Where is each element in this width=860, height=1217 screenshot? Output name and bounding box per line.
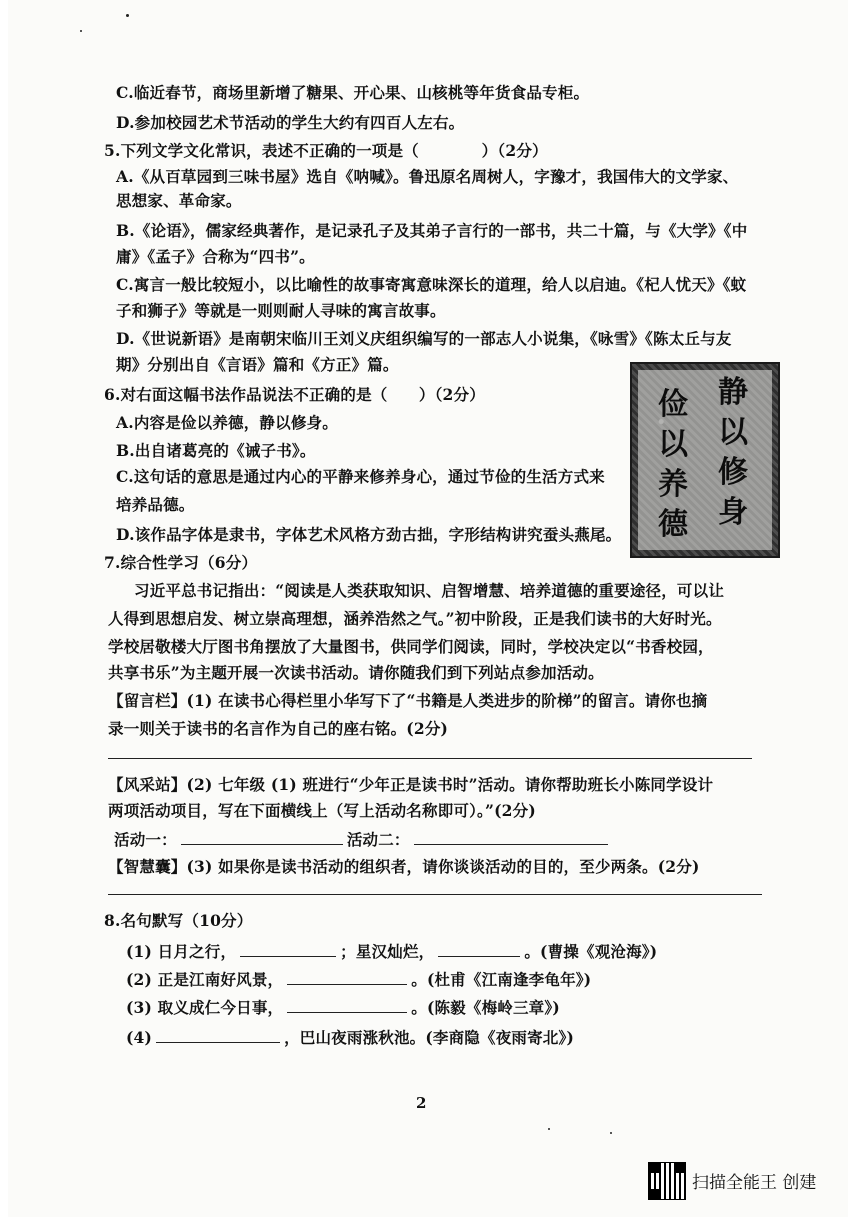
question-6-title: 6.对右面这幅书法作品说法不正确的是（ ）（2分）: [104, 385, 485, 404]
activity-1-blank[interactable]: [181, 828, 343, 845]
recitation-blank[interactable]: [287, 996, 407, 1013]
activity-1-label: 活动一：: [114, 830, 177, 849]
calligraphy-char: 以: [658, 427, 688, 462]
activity-2-label: 活动二：: [346, 830, 410, 849]
recitation-source: ，巴山夜雨涨秋池。(李商隐《夜雨寄北》): [284, 1028, 574, 1047]
option-text: 思想家、革命家。: [116, 191, 242, 210]
scan-speck: [610, 1132, 612, 1134]
calligraphy-char: 养: [658, 467, 688, 502]
option-text: D.参加校园艺术节活动的学生大约有四百人左右。: [116, 113, 465, 132]
activity-2-blank[interactable]: [414, 828, 608, 845]
activity-row: [114, 828, 612, 851]
recitation-text: ；星汉灿烂，: [340, 942, 435, 961]
recitation-text: (2) 正是江南好风景，: [126, 970, 284, 989]
recitation-text: (3) 取义成仁今日事，: [126, 998, 284, 1017]
calligraphy-char: 身: [718, 495, 748, 530]
question-8-title: 8.名句默写（10分）: [104, 911, 253, 930]
recitation-blank[interactable]: [240, 940, 336, 957]
recitation-text: (1) 日月之行，: [126, 942, 237, 961]
scanner-watermark: 扫描全能王 创建: [692, 1173, 817, 1193]
answer-line-3[interactable]: [108, 894, 762, 895]
paragraph-line: 学校居敬楼大厅图书角摆放了大量图书，供同学们阅读，同时，学校决定以“书香校园，: [108, 637, 714, 656]
option-text: 期》分别出自《言语》篇和《方正》篇。: [116, 355, 399, 374]
subquestion-2-cont: 两项活动项目，写在下面横线上（写上活动名称即可）。”(2分): [108, 801, 536, 820]
recitation-3: [126, 996, 560, 1019]
calligraphy-char: 静: [718, 375, 748, 410]
option-text: 培养品德。: [116, 495, 195, 514]
subquestion-1-cont: 录一则关于读书的名言作为自己的座右铭。(2分): [108, 719, 449, 738]
option-text: D.该作品字体是隶书，字体艺术风格方劲古拙，字形结构讲究蚕头燕尾。: [116, 525, 622, 544]
subquestion-2: 【风采站】(2) 七年级 (1) 班进行“少年正是读书时”活动。请你帮助班长小陈同学设计: [108, 775, 714, 794]
calligraphy-char: 俭: [658, 387, 688, 422]
calligraphy-image: [630, 362, 780, 558]
calligraphy-char: 德: [658, 507, 688, 542]
option-text: C.寓言一般比较短小，以比喻性的故事寄寓意味深长的道理，给人以启迪。《杞人忧天》《蚊: [116, 275, 747, 294]
option-text: 庸》《孟子》合称为“四书”。: [116, 247, 315, 266]
scan-speck: [548, 1128, 550, 1130]
recitation-text: (4): [126, 1028, 153, 1047]
recitation-blank[interactable]: [156, 1026, 280, 1043]
option-text: B.出自诸葛亮的《诫子书》。: [116, 441, 316, 460]
question-5-title: 5.下列文学文化常识，表述不正确的一项是（ ）（2分）: [104, 141, 548, 160]
option-text: A.《从百草园到三味书屋》选自《呐喊》。鲁迅原名周树人，字豫才，我国伟大的文学家、: [116, 167, 739, 186]
page-number: 2: [416, 1094, 427, 1112]
option-text: C.这句话的意思是通过内心的平静来修养身心，通过节俭的生活方式来: [116, 467, 605, 486]
recitation-2: [126, 968, 591, 991]
option-text: 子和狮子》等就是一则则耐人寻味的寓言故事。: [116, 301, 446, 320]
recitation-source: 。(陈毅《梅岭三章》): [411, 998, 560, 1017]
recitation-1: [126, 940, 657, 963]
option-text: D.《世说新语》是南朝宋临川王刘义庆组织编写的一部志人小说集，《咏雪》《陈太丘与友: [116, 329, 732, 348]
scan-speck: [80, 30, 82, 32]
scan-speck: [126, 14, 129, 17]
subquestion-1: 【留言栏】(1) 在读书心得栏里小华写下了“书籍是人类进步的阶梯”的留言。请你也摘: [108, 691, 708, 710]
calligraphy-char: 修: [718, 455, 748, 490]
option-text: C.临近春节，商场里新增了糖果、开心果、山核桃等年货食品专柜。: [116, 83, 590, 102]
paragraph-line: 人得到思想启发、树立崇高理想，涵养浩然之气。”初中阶段，正是我们读书的大好时光。: [108, 609, 722, 628]
qr-code-icon: [648, 1162, 686, 1200]
paragraph-line: 习近平总书记指出：“阅读是人类获取知识、启智增慧、培养道德的重要途径，可以让: [134, 581, 725, 600]
option-text: B.《论语》，儒家经典著作，是记录孔子及其弟子言行的一部书，共二十篇，与《大学》《中: [116, 221, 748, 240]
recitation-blank[interactable]: [287, 968, 407, 985]
recitation-source: 。(曹操《观沧海》): [524, 942, 658, 961]
option-text: A.内容是俭以养德，静以修身。: [116, 413, 338, 432]
recitation-4: [126, 1026, 574, 1049]
recitation-blank[interactable]: [438, 940, 520, 957]
exam-page: [8, 0, 848, 1217]
calligraphy-char: 以: [718, 415, 748, 450]
subquestion-3: 【智慧囊】(3) 如果你是读书活动的组织者，请你谈谈活动的目的，至少两条。(2分): [108, 857, 700, 876]
recitation-source: 。(杜甫《江南逢李龟年》): [411, 970, 592, 989]
question-7-title: 7.综合性学习（6分）: [104, 553, 258, 572]
paragraph-line: 共享书乐”为主题开展一次读书活动。请你随我们到下列站点参加活动。: [108, 663, 604, 682]
answer-line-1[interactable]: [108, 758, 752, 759]
